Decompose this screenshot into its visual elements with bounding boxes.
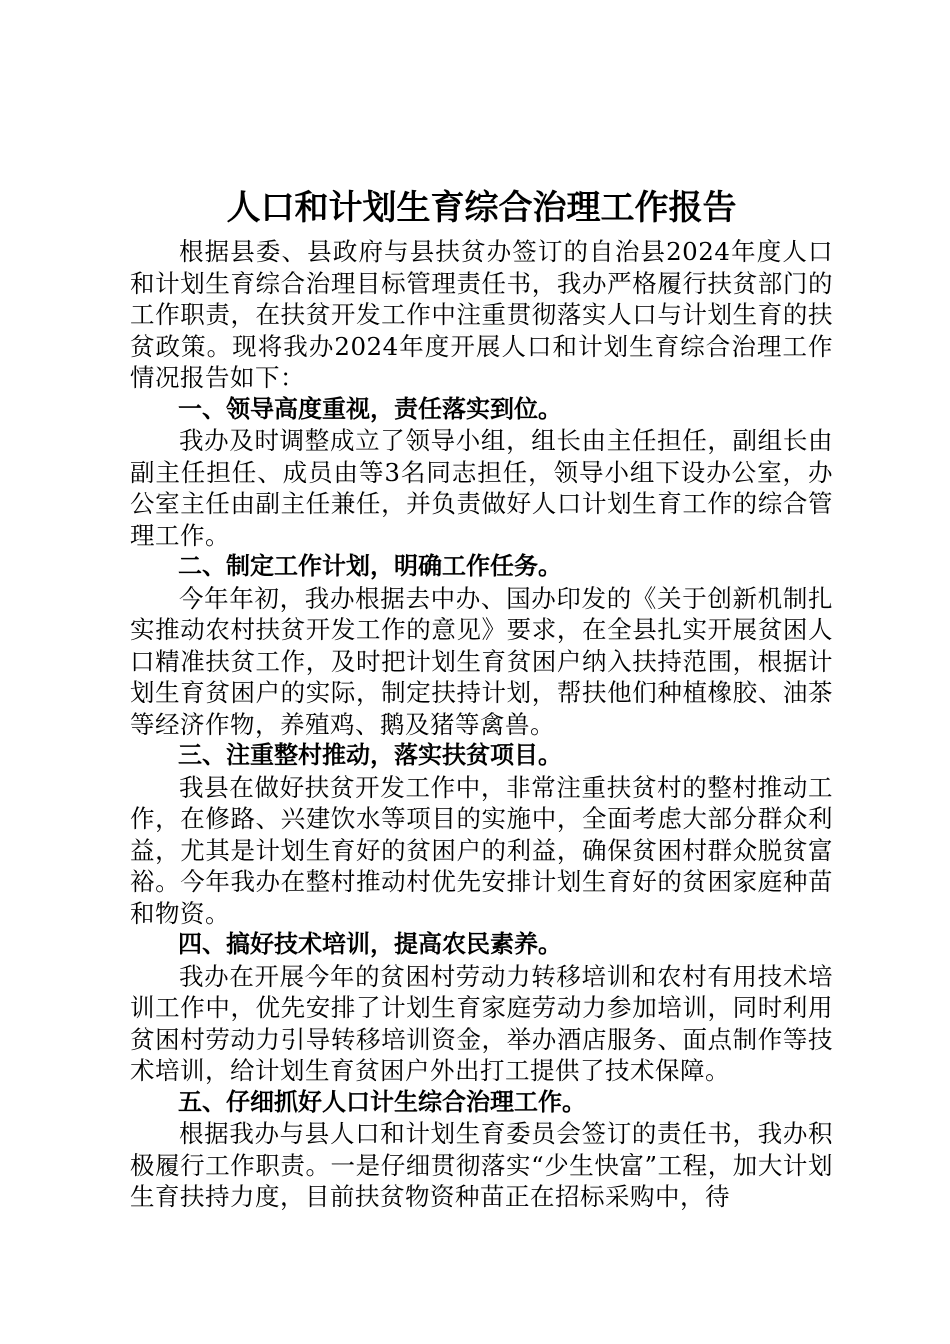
section-heading: 二、制定工作计划，明确工作任务。: [178, 552, 562, 580]
section-5: [130, 1087, 833, 1213]
section-heading: 五、仔细抓好人口计生综合治理工作。: [178, 1087, 586, 1116]
section-4: [130, 929, 833, 1087]
section-1: [130, 394, 833, 552]
section-heading: 一、领导高度重视，责任落实到位。: [178, 394, 562, 423]
section-body: 我办在开展今年的贫困村劳动力转移培训和农村有用技术培训工作中，优先安排了计划生育家庭劳动力参加培训，同时利用贫困村劳动力引导转移培训资金，举办酒店服务、面点制作等技术培训，给计划生育贫困户外出打工提供了技术保障。: [130, 961, 833, 1085]
section-body: 根据我办与县人口和计划生育委员会签订的责任书，我办积极履行工作职责。一是仔细贯彻落实“少生快富”工程，加大计划生育扶持力度，目前扶贫物资种苗正在招标采购中，待: [130, 1119, 833, 1211]
section-body: 我县在做好扶贫开发工作中，非常注重扶贫村的整村推动工作，在修路、兴建饮水等项目的实施中，全面考虑大部分群众利益，尤其是计划生育好的贫困户的利益，确保贫困村群众脱贫富裕。今年我办在整村推动村优先安排计划生育好的贫困家庭种苗和物资。: [130, 772, 833, 928]
section-3: [130, 740, 833, 929]
section-body: 我办及时调整成立了领导小组，组长由主任担任，副组长由副主任担任、成员由等3名同志担任，领导小组下设办公室，办公室主任由副主任兼任，并负责做好人口计划生育工作的综合管理工作。: [130, 426, 833, 550]
intro-paragraph: 根据县委、县政府与县扶贫办签订的自治县2024年度人口和计划生育综合治理目标管理责任书，我办严格履行扶贫部门的工作职责，在扶贫开发工作中注重贯彻落实人口与计划生育的扶贫政策。现将我办2024年度开展人口和计划生育综合治理工作情况报告如下：: [130, 237, 833, 392]
document-page: [130, 182, 833, 1213]
section-2: [130, 551, 833, 740]
section-body: 今年年初，我办根据去中办、国办印发的《关于创新机制扎实推动农村扶贫开发工作的意见》要求，在全县扎实开展贫困人口精准扶贫工作，及时把计划生育贫困户纳入扶持范围，根据计划生育贫困户的实际，制定扶持计划，帮扶他们种植橡胶、油茶等经济作物，养殖鸡、鹅及猪等禽兽。: [130, 583, 833, 739]
section-heading: 三、注重整村推动，落实扶贫项目。: [178, 741, 562, 769]
section-heading: 四、搞好技术培训，提高农民素养。: [178, 930, 562, 958]
document-title: 人口和计划生育综合治理工作报告: [226, 188, 737, 228]
